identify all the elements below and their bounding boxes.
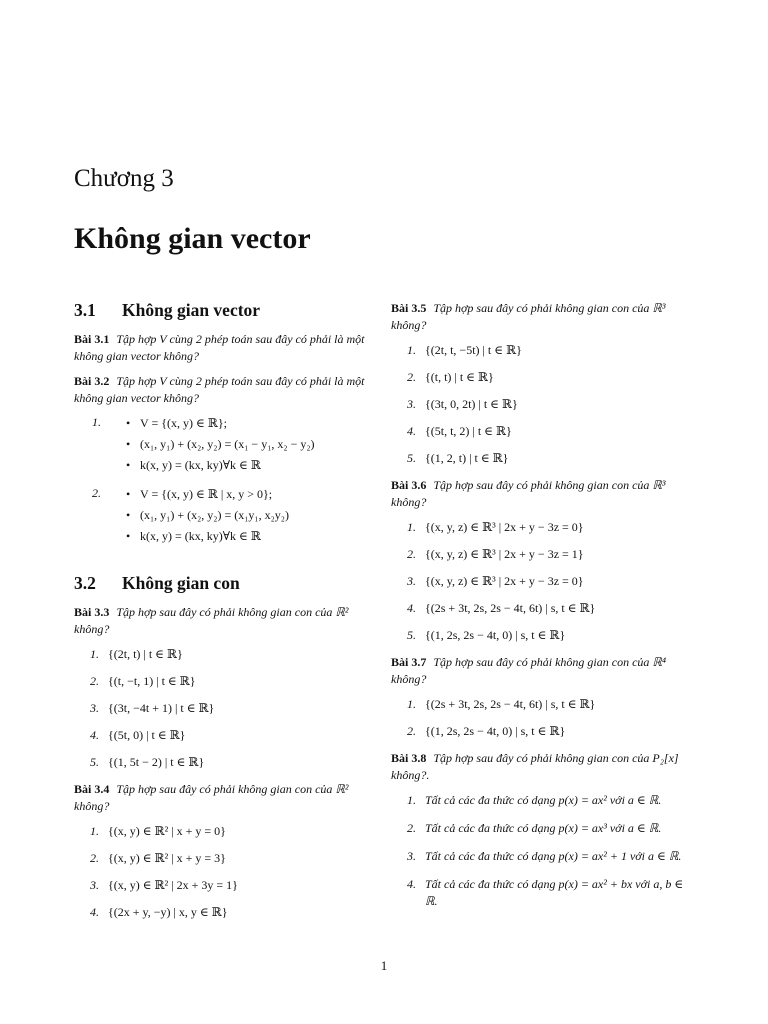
item-text: {(x, y, z) ∈ ℝ³ | 2x + y − 3z = 1} xyxy=(425,547,584,561)
list-item xyxy=(74,823,379,840)
item-text: Tất cả các đa thức có dạng p(x) = ax² + bx với a, b ∈ ℝ. xyxy=(425,877,684,908)
item-number: 4. xyxy=(407,877,416,891)
bullet-text: k(x, y) = (kx, ky)∀k ∈ ℝ xyxy=(140,458,261,472)
list-item xyxy=(74,673,379,690)
problem-statement: Tập hợp V cùng 2 phép toán sau đây có phải là một không gian vector không? xyxy=(74,332,365,363)
list-item xyxy=(391,573,697,590)
item-text: {(1, 5t − 2) | t ∈ ℝ} xyxy=(108,755,205,769)
bullet-item xyxy=(126,457,315,474)
item-text: {(t, −t, 1) | t ∈ ℝ} xyxy=(108,674,196,688)
list-item xyxy=(391,546,697,563)
item-number: 4. xyxy=(407,424,416,438)
problem-statement: Tập hợp sau đây có phải không gian con của ℝ⁴ không? xyxy=(391,655,667,686)
item-text: {(t, t) | t ∈ ℝ} xyxy=(425,370,494,384)
problem-statement: Tập hợp V cùng 2 phép toán sau đây có phải là một không gian vector không? xyxy=(74,374,365,405)
item-number: 3. xyxy=(407,849,416,863)
item-number: 2. xyxy=(407,724,416,738)
list-item xyxy=(391,848,697,865)
item-number: 5. xyxy=(407,628,416,642)
section-title: Không gian vector xyxy=(122,300,261,320)
problem-3-2 xyxy=(74,373,379,407)
chapter-label: Chương 3 xyxy=(74,165,174,192)
item-list xyxy=(74,823,379,921)
left-column xyxy=(74,300,379,931)
bullet-item xyxy=(126,528,289,545)
list-item xyxy=(391,342,697,359)
item-text: {(3t, −4t + 1) | t ∈ ℝ} xyxy=(108,701,215,715)
item-number: 1. xyxy=(407,520,416,534)
item-text: {(1, 2, t) | t ∈ ℝ} xyxy=(425,451,509,465)
bullet-icon: • xyxy=(126,487,131,501)
problem-label: Bài 3.6 xyxy=(391,478,427,492)
problem-3-5 xyxy=(391,300,697,334)
bullet-text: (x₁, y₁) + (x₂, y₂) = (x₁y₁, x₂y₂) xyxy=(140,508,289,522)
item-list xyxy=(391,792,697,910)
item-text: {(5t, t, 2) | t ∈ ℝ} xyxy=(425,424,512,438)
list-item xyxy=(74,700,379,717)
list-item xyxy=(391,696,697,713)
item-list xyxy=(391,342,697,467)
item-list xyxy=(391,696,697,740)
right-column xyxy=(391,300,697,921)
problem-label: Bài 3.3 xyxy=(74,605,110,619)
item-number: 2. xyxy=(90,851,99,865)
problem-statement: Tập hợp sau đây có phải không gian con của ℝ³ không? xyxy=(391,478,666,509)
problem-3-1 xyxy=(74,331,379,365)
list-item xyxy=(391,820,697,837)
list-item xyxy=(391,600,697,617)
item-text: {(x, y, z) ∈ ℝ³ | 2x + y − 3z = 0} xyxy=(425,520,584,534)
list-item xyxy=(74,727,379,744)
item-text: Tất cả các đa thức có dạng p(x) = ax² với a ∈ ℝ. xyxy=(425,793,662,807)
bullet-text: (x₁, y₁) + (x₂, y₂) = (x₁ − y₁, x₂ − y₂) xyxy=(140,437,315,451)
item-text: {(2t, t, −5t) | t ∈ ℝ} xyxy=(425,343,522,357)
list-item xyxy=(391,792,697,809)
item-number: 1. xyxy=(407,343,416,357)
list-item xyxy=(391,519,697,536)
problem-3-3 xyxy=(74,604,379,638)
item-number: 2. xyxy=(90,674,99,688)
bullet-item xyxy=(126,507,289,524)
chapter-title: Không gian vector xyxy=(74,222,311,255)
item-list xyxy=(391,519,697,644)
section-number: 3.2 xyxy=(74,573,96,593)
case-list xyxy=(74,415,379,549)
item-text: {(5t, 0) | t ∈ ℝ} xyxy=(108,728,186,742)
bullet-icon: • xyxy=(126,416,131,430)
list-item xyxy=(74,850,379,867)
item-number: 1. xyxy=(90,647,99,661)
item-number: 1. xyxy=(407,793,416,807)
problem-label: Bài 3.4 xyxy=(74,782,110,796)
problem-label: Bài 3.2 xyxy=(74,374,110,388)
item-text: {(x, y) ∈ ℝ² | 2x + 3y = 1} xyxy=(108,878,238,892)
problem-3-6 xyxy=(391,477,697,511)
item-text: {(x, y) ∈ ℝ² | x + y = 3} xyxy=(108,851,226,865)
list-item xyxy=(391,627,697,644)
item-number: 1. xyxy=(90,824,99,838)
item-text: {(x, y, z) ∈ ℝ³ | 2x + y − 3z = 0} xyxy=(425,574,584,588)
item-text: Tất cả các đa thức có dạng p(x) = ax³ với a ∈ ℝ. xyxy=(425,821,662,835)
item-text: {(1, 2s, 2s − 4t, 0) | s, t ∈ ℝ} xyxy=(425,724,566,738)
problem-label: Bài 3.5 xyxy=(391,301,427,315)
section-heading xyxy=(74,300,379,321)
item-number: 5. xyxy=(407,451,416,465)
bullet-text: k(x, y) = (kx, ky)∀k ∈ ℝ xyxy=(140,529,261,543)
item-text: {(3t, 0, 2t) | t ∈ ℝ} xyxy=(425,397,518,411)
case-number: 1. xyxy=(92,415,101,429)
case-item xyxy=(74,415,379,478)
problem-label: Bài 3.8 xyxy=(391,751,427,765)
bullet-text: V = {(x, y) ∈ ℝ}; xyxy=(140,416,227,430)
item-number: 2. xyxy=(407,370,416,384)
bullet-list xyxy=(126,415,315,478)
bullet-list xyxy=(126,486,289,549)
case-item xyxy=(74,486,379,549)
bullet-icon: • xyxy=(126,508,131,522)
problem-3-4 xyxy=(74,781,379,815)
item-list xyxy=(74,646,379,771)
list-item xyxy=(391,423,697,440)
item-number: 2. xyxy=(407,547,416,561)
item-text: {(x, y) ∈ ℝ² | x + y = 0} xyxy=(108,824,226,838)
item-number: 1. xyxy=(407,697,416,711)
list-item xyxy=(391,723,697,740)
item-number: 3. xyxy=(90,701,99,715)
list-item xyxy=(391,396,697,413)
list-item xyxy=(391,876,697,910)
list-item xyxy=(391,369,697,386)
list-item xyxy=(74,904,379,921)
list-item xyxy=(74,877,379,894)
item-text: {(2s + 3t, 2s, 2s − 4t, 6t) | s, t ∈ ℝ} xyxy=(425,601,596,615)
bullet-icon: • xyxy=(126,458,131,472)
list-item xyxy=(74,754,379,771)
problem-3-7 xyxy=(391,654,697,688)
item-number: 3. xyxy=(407,397,416,411)
item-text: {(2x + y, −y) | x, y ∈ ℝ} xyxy=(108,905,228,919)
problem-statement: Tập hợp sau đây có phải không gian con của P₂[x] không?. xyxy=(391,751,679,782)
problem-label: Bài 3.7 xyxy=(391,655,427,669)
problem-statement: Tập hợp sau đây có phải không gian con của ℝ³ không? xyxy=(391,301,666,332)
section-number: 3.1 xyxy=(74,300,96,320)
item-number: 4. xyxy=(90,905,99,919)
item-number: 4. xyxy=(407,601,416,615)
item-number: 2. xyxy=(407,821,416,835)
problem-statement: Tập hợp sau đây có phải không gian con của ℝ² không? xyxy=(74,782,349,813)
item-number: 5. xyxy=(90,755,99,769)
section-heading xyxy=(74,573,379,594)
item-number: 4. xyxy=(90,728,99,742)
list-item xyxy=(391,450,697,467)
list-item xyxy=(74,646,379,663)
item-number: 3. xyxy=(407,574,416,588)
bullet-icon: • xyxy=(126,529,131,543)
bullet-icon: • xyxy=(126,437,131,451)
problem-statement: Tập hợp sau đây có phải không gian con của ℝ² không? xyxy=(74,605,349,636)
item-text: {(2t, t) | t ∈ ℝ} xyxy=(108,647,183,661)
item-text: Tất cả các đa thức có dạng p(x) = ax² + 1 với a ∈ ℝ. xyxy=(425,849,682,863)
page-number: 1 xyxy=(380,958,388,973)
bullet-item xyxy=(126,415,315,432)
item-text: {(1, 2s, 2s − 4t, 0) | s, t ∈ ℝ} xyxy=(425,628,566,642)
section-title: Không gian con xyxy=(122,573,240,593)
problem-3-8 xyxy=(391,750,697,784)
problem-label: Bài 3.1 xyxy=(74,332,110,346)
case-number: 2. xyxy=(92,486,101,500)
item-text: {(2s + 3t, 2s, 2s − 4t, 6t) | s, t ∈ ℝ} xyxy=(425,697,596,711)
item-number: 3. xyxy=(90,878,99,892)
bullet-item xyxy=(126,436,315,453)
bullet-text: V = {(x, y) ∈ ℝ | x, y > 0}; xyxy=(140,487,273,501)
bullet-item xyxy=(126,486,289,503)
